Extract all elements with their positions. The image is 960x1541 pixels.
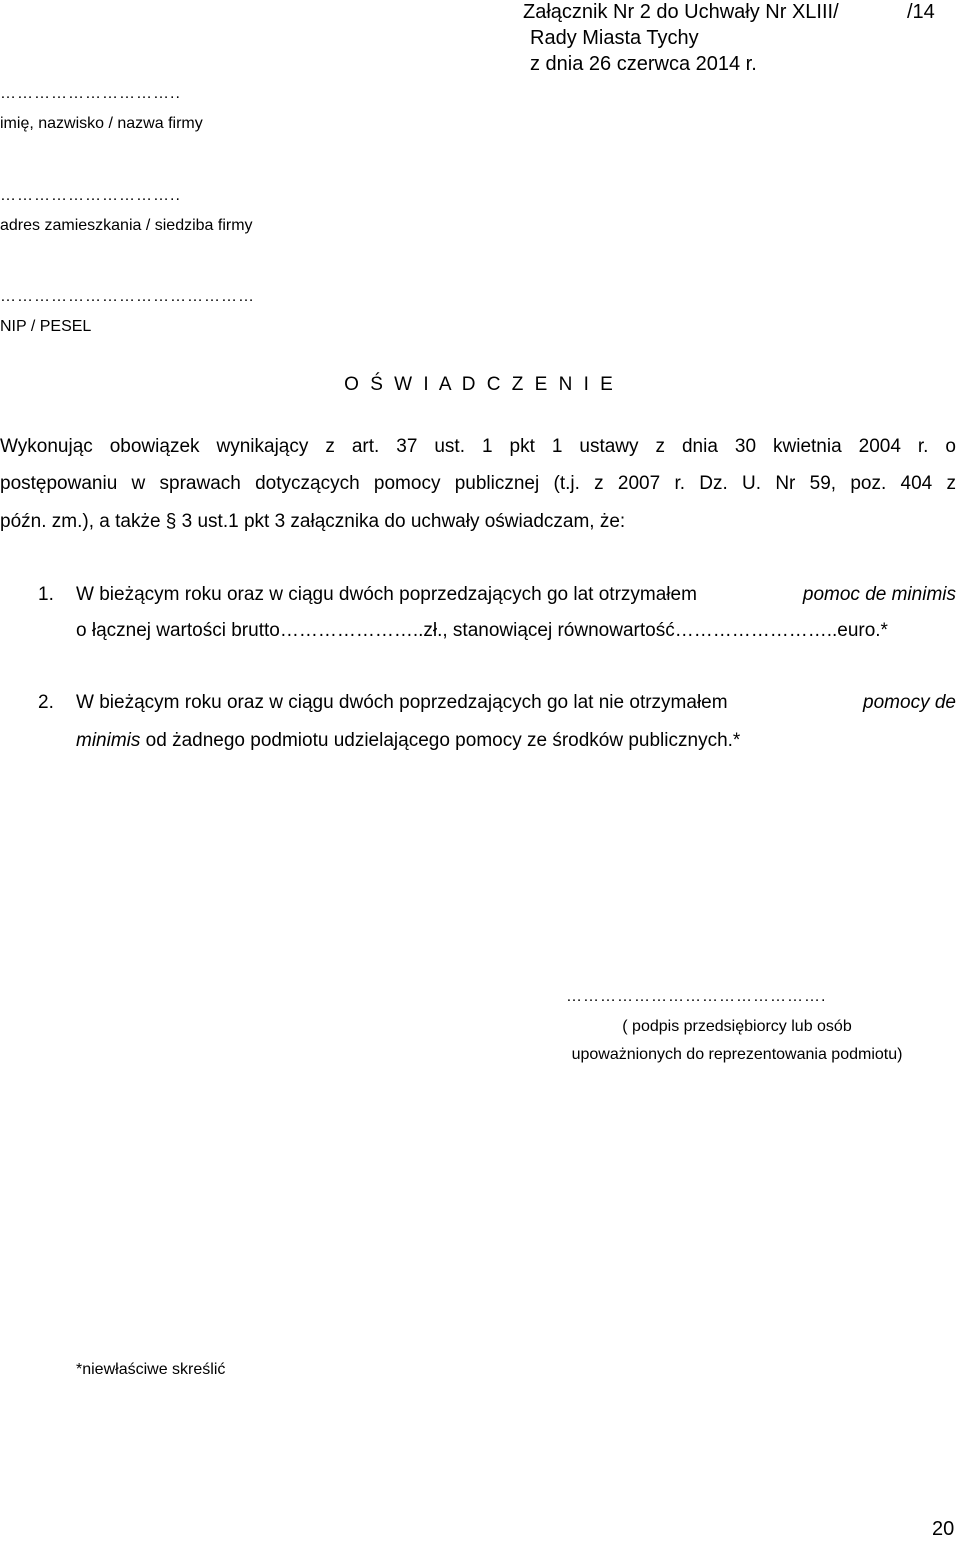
- document-title: O Ś W I A D C Z E N I E: [344, 374, 616, 395]
- signature-dots: ……………………………………….: [566, 988, 827, 1005]
- name-field-dots: …………………………..: [0, 85, 181, 102]
- address-field-label: adres zamieszkania / siedziba firmy: [0, 217, 253, 234]
- item-2-line-2: [76, 729, 740, 753]
- item-1-term: pomoc de minimis: [802, 584, 956, 605]
- page-number: 20: [932, 1518, 955, 1540]
- intro-line-1: Wykonując obowiązek wynikający z art. 37 ust. 1 pkt 1 ustawy z dnia 30 kwietnia 2004 r. o: [0, 436, 956, 457]
- item-1-line-1: [76, 583, 956, 607]
- nip-pesel-field-label: NIP / PESEL: [0, 318, 92, 335]
- item-2-term-cont: minimis: [76, 730, 141, 751]
- item-1-text: W bieżącym roku oraz w ciągu dwóch poprzedzających go lat otrzymałem: [76, 584, 703, 605]
- item-1-line-2: o łącznej wartości brutto…………………..zł., stanowiącej równowartość……………………..euro.*: [76, 620, 888, 641]
- item-2-term: pomocy de: [863, 692, 956, 713]
- item-1-number: 1.: [38, 584, 54, 605]
- item-2-text: W bieżącym roku oraz w ciągu dwóch poprzedzających go lat nie otrzymałem: [76, 692, 733, 713]
- footnote: *niewłaściwe skreślić: [76, 1361, 226, 1378]
- resolution-number-suffix: /14: [907, 1, 935, 23]
- attachment-header-line1: Załącznik Nr 2 do Uchwały Nr XLIII/: [523, 1, 839, 23]
- address-field-dots: …………………………..: [0, 187, 181, 204]
- intro-line-2: postępowaniu w sprawach dotyczących pomocy publicznej (t.j. z 2007 r. Dz. U. Nr 59, poz. 404 z: [0, 473, 956, 494]
- signature-caption-line2: upoważnionych do reprezentowania podmiotu): [571, 1046, 903, 1063]
- item-2-number: 2.: [38, 692, 54, 713]
- item-2-text-cont: od żadnego podmiotu udzielającego pomocy ze środków publicznych.*: [140, 730, 741, 751]
- intro-line-3: późn. zm.), a także § 3 ust.1 pkt 3 załącznika do uchwały oświadczam, że:: [0, 511, 626, 532]
- signature-caption-line1: ( podpis przedsiębiorcy lub osób: [622, 1018, 852, 1035]
- nip-pesel-field-dots: ………………………………………: [0, 288, 255, 305]
- attachment-header-line2: Rady Miasta Tychy: [530, 27, 699, 49]
- attachment-header-line3: z dnia 26 czerwca 2014 r.: [530, 53, 757, 75]
- name-field-label: imię, nazwisko / nazwa firmy: [0, 115, 203, 132]
- item-2-line-1: [76, 691, 956, 715]
